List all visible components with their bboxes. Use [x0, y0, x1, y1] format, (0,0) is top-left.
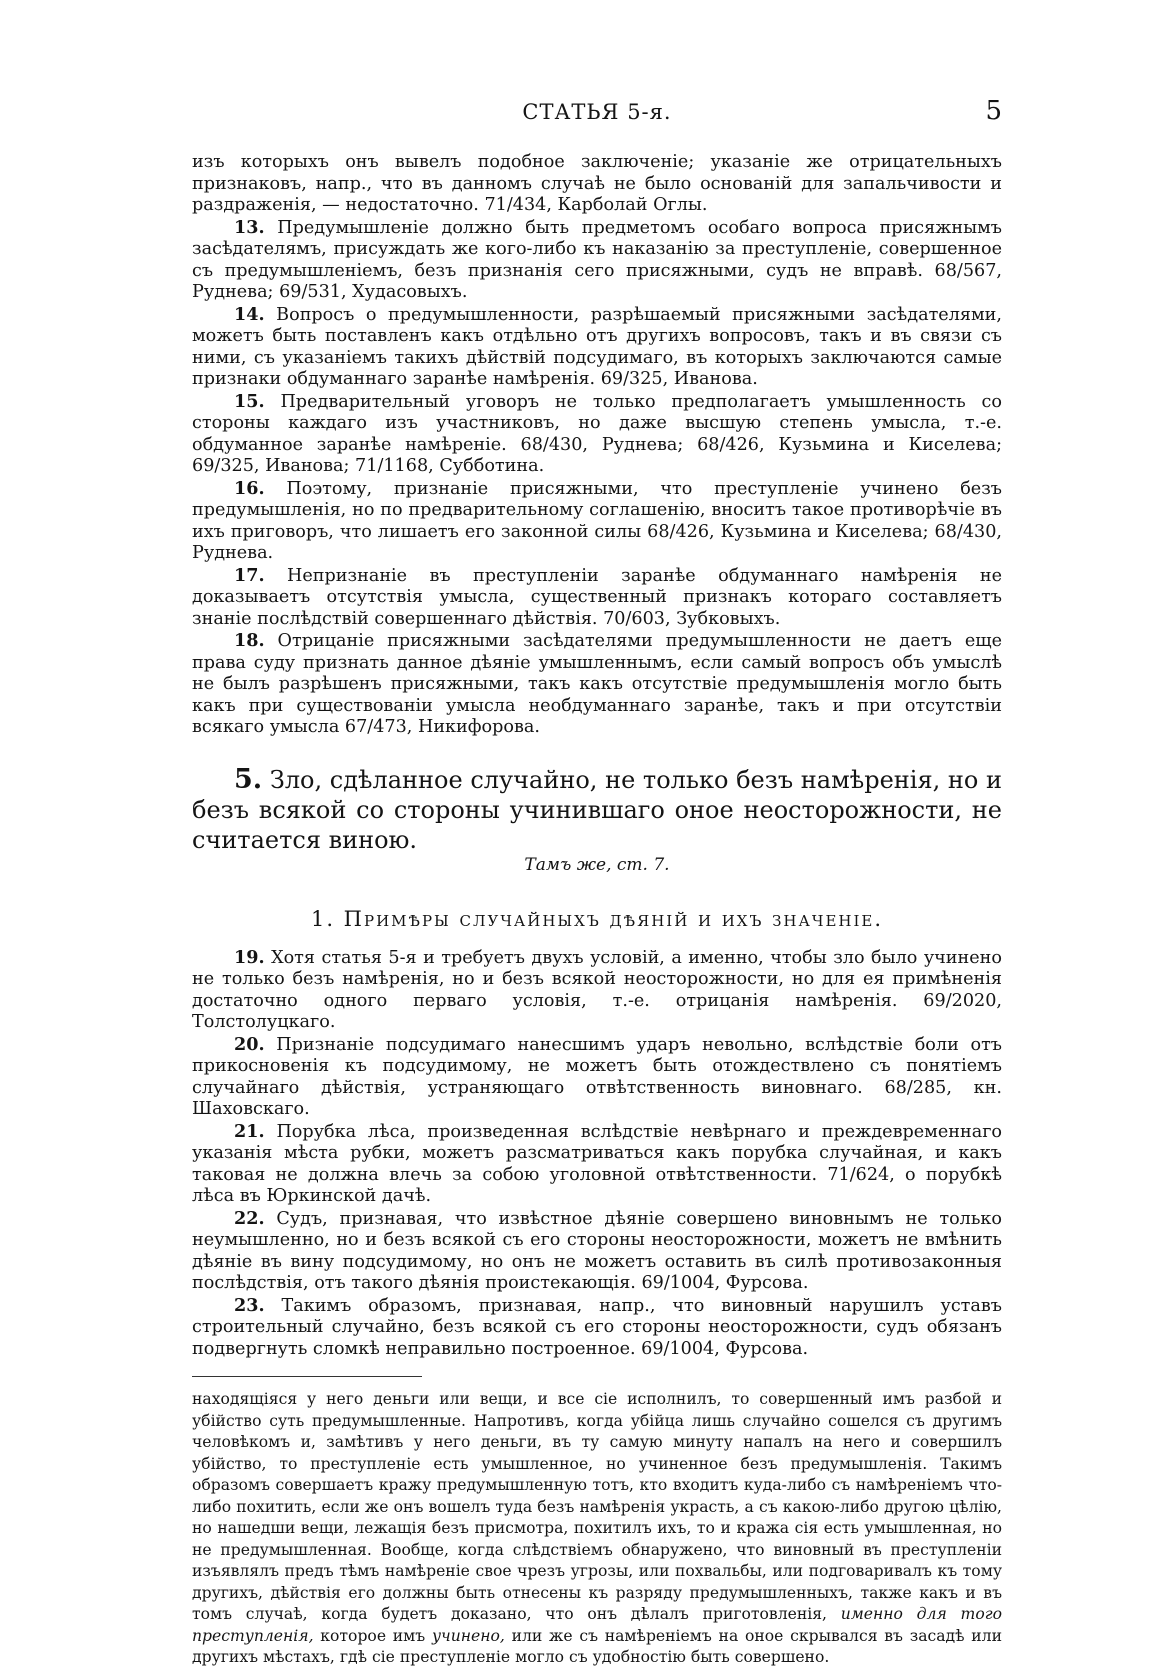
commentary-block-a: [192, 217, 1002, 739]
section-heading: 1. Примѣры случайныхъ дѣяній и ихъ значеніе.: [310, 906, 884, 931]
footnote-divider: [192, 1376, 422, 1377]
paragraph-text: Отрицаніе присяжными засѣдателями предумышленности не даетъ еще права суду признать данное дѣяніе умышленнымъ, если самый вопросъ объ умыслѣ не былъ разрѣшенъ присяжными, такъ какъ отсутствіе предумышленія могло быть какъ при существованіи умысла необдуманнаго заранѣе, такъ и при отсутствіи всякаго умысла 67/473, Никифорова.: [192, 631, 1002, 737]
footnote-part: которое имъ: [320, 1626, 426, 1645]
paragraph-number: 23.: [234, 1294, 265, 1316]
paragraph-text: Хотя статья 5-я и требуетъ двухъ условій, а именно, чтобы зло было учинено не только безъ намѣренія, но и безъ всякой неосторожности, но для ея примѣненія достаточно одного перваго условія, т.-е. отрицанія намѣренія. 69/2020, Толстолуцкаго.: [192, 947, 1002, 1032]
article-number: 5.: [234, 763, 263, 795]
commentary-paragraph: [192, 391, 1002, 478]
statute-article: [192, 765, 1002, 855]
page-number: 5: [985, 96, 1002, 126]
paragraph-text: Поэтому, признаніе присяжными, что преступленіе учинено безъ предумышленія, но по предварительному соглашенію, вноситъ такое противорѣчіе въ ихъ приговоръ, что лишаетъ его законной силы 68/426, Кузьмина и Киселева; 68/430, Руднева.: [192, 478, 1003, 563]
footnote-part: находящіяся у него деньги или вещи, и все сіе исполнилъ, то совершенный имъ разбой и убійство суть предумышленные. Напротивъ, когда убійца лишь случайно сошелся съ другимъ человѣкомъ и, замѣтивъ у него деньги, въ ту самую минуту напалъ на него и совершилъ убійство, то преступленіе есть умышленное, но учиненное безъ предумышленія. Такимъ образомъ совершаетъ кражу предумышленную тотъ, кто входитъ куда-либо съ намѣреніемъ что-либо похитить, если же онъ вошелъ туда безъ намѣренія украсть, а съ какою-либо другою цѣлію, но нашедши вещи, лежащія безъ присмотра, похитилъ ихъ, то и кража сія есть умышленная, но не предумышленная. Вообще, когда слѣдствіемъ обнаружено, что виновный въ преступленіи изъявлялъ предъ тѣмъ намѣреніе свое чрезъ угрозы, или похвальбы, или подговаривалъ къ тому другихъ, дѣйствія его должны быть отнесены къ разряду предумышленныхъ, также какъ и въ томъ случаѣ, когда будетъ доказано, что онъ дѣлалъ приготовленія,: [192, 1390, 1002, 1623]
paragraph-number: 14.: [234, 303, 265, 325]
footnote-text: [192, 1389, 1002, 1669]
commentary-block-b: [192, 947, 1002, 1361]
footnote: [192, 1389, 1002, 1669]
article-source: Тамъ же, ст. 7.: [524, 854, 670, 875]
paragraph-text: Предумышленіе должно быть предметомъ особаго вопроса присяжнымъ засѣдателямъ, присуждать же кого-либо къ наказанію за преступленіе, совершенное съ предумышленіемъ, безъ признанія сего присяжными, судъ не вправѣ. 68/567, Руднева; 69/531, Худасовыхъ.: [192, 217, 1003, 302]
footnote-emphasis: учинено,: [431, 1626, 505, 1645]
footnote-part: или же съ намѣреніемъ на оное скрывался въ засадѣ или другихъ мѣстахъ, гдѣ сіе преступленіе могло съ удобностію быть совершено.: [192, 1626, 1002, 1666]
paragraph-text: Судъ, признавая, что извѣстное дѣяніе совершено виновнымъ не только неумышленно, но и безъ всякой съ его стороны неосторожности, можетъ не вмѣнить дѣяніе въ вину подсудимому, но онъ не можетъ оставить въ силѣ противозаконныя послѣдствія, отъ такого дѣянія проистекающія. 69/1004, Фурсова.: [192, 1208, 1002, 1293]
page-header: [192, 96, 1002, 132]
paragraph-number: 20.: [234, 1033, 265, 1055]
commentary-paragraph: [192, 1121, 1002, 1208]
commentary-paragraph: [192, 947, 1002, 1034]
commentary-paragraph: [192, 217, 1002, 304]
paragraph-text: Предварительный уговоръ не только предполагаетъ умышленность со стороны каждаго изъ участниковъ, но даже высшую степень умысла, т.-е. обдуманное заранѣе намѣреніе. 68/430, Руднева; 68/426, Кузьмина и Киселева; 69/325, Иванова; 71/1168, Субботина.: [192, 391, 1002, 476]
paragraph-number: 19.: [234, 946, 265, 968]
paragraph-number: 22.: [234, 1207, 265, 1229]
commentary-paragraph: [192, 1034, 1002, 1121]
paragraph-text: Непризнаніе въ преступленіи заранѣе обдуманнаго намѣренія не доказываетъ отсутствія умысла, существенный признакъ котораго составляетъ знаніе послѣдствій совершеннаго дѣйствія. 70/603, Зубковыхъ.: [192, 565, 1003, 629]
paragraph-text: Порубка лѣса, произведенная вслѣдствіе невѣрнаго и преждевременнаго указанія мѣста рубки, можетъ разсматриваться какъ порубка случайная, и какъ таковая не должна влечь за собою уголовной отвѣтственности. 71/624, о порубкѣ лѣса въ Юркинской дачѣ.: [192, 1121, 1003, 1206]
commentary-paragraph: [192, 304, 1002, 391]
paragraph-text: Признаніе подсудимаго нанесшимъ ударъ невольно, вслѣдствіе боли отъ прикосновенія къ подсудимому, не можетъ быть отождествлено съ понятіемъ случайнаго дѣйствія, устраняющаго отвѣтственность виновнаго. 68/285, кн. Шаховскаго.: [192, 1034, 1002, 1119]
paragraph-number: 15.: [234, 390, 265, 412]
article-text: Зло, сдѣланное случайно, не только безъ намѣренія, но и безъ всякой со стороны учинившаго оное неосторожности, не считается виною.: [192, 765, 1002, 854]
paragraph-number: 21.: [234, 1120, 265, 1142]
paragraph-text: Вопросъ о предумышленности, разрѣшаемый присяжными засѣдателями, можетъ быть поставленъ какъ отдѣльно отъ другихъ вопросовъ, такъ и въ связи съ ними, съ указаніемъ такихъ дѣйствій подсудимаго, въ которыхъ заключаются самые признаки обдуманнаго заранѣе намѣренія. 69/325, Иванова.: [192, 304, 1003, 389]
commentary-paragraph: [192, 1295, 1002, 1361]
paragraph-number: 16.: [234, 477, 265, 499]
paragraph-text: Такимъ образомъ, признавая, напр., что виновный нарушилъ уставъ строительный случайно, безъ всякой съ его стороны неосторожности, судъ обязанъ подвергнуть сломкѣ неправильно построенное. 69/1004, Фурсова.: [192, 1295, 1003, 1359]
paragraph-number: 18.: [234, 630, 265, 651]
page-body: [192, 152, 1002, 1669]
commentary-paragraph: [192, 478, 1002, 565]
paragraph-number: 17.: [234, 564, 265, 586]
paragraph-number: 13.: [234, 216, 265, 238]
intro-paragraph: изъ которыхъ онъ вывелъ подобное заключеніе; указаніе же отрицательныхъ признаковъ, напр., что въ данномъ случаѣ не было основаній для запальчивости и раздраженія, — недостаточно. 71/434, Карболай Оглы.: [192, 152, 1002, 215]
commentary-paragraph: [192, 565, 1002, 631]
running-title: СТАТЬЯ 5-я.: [522, 100, 672, 124]
commentary-paragraph: [192, 630, 1002, 739]
commentary-paragraph: [192, 1208, 1002, 1295]
footnote-emphasis: именно для того преступленія,: [192, 1605, 1002, 1645]
